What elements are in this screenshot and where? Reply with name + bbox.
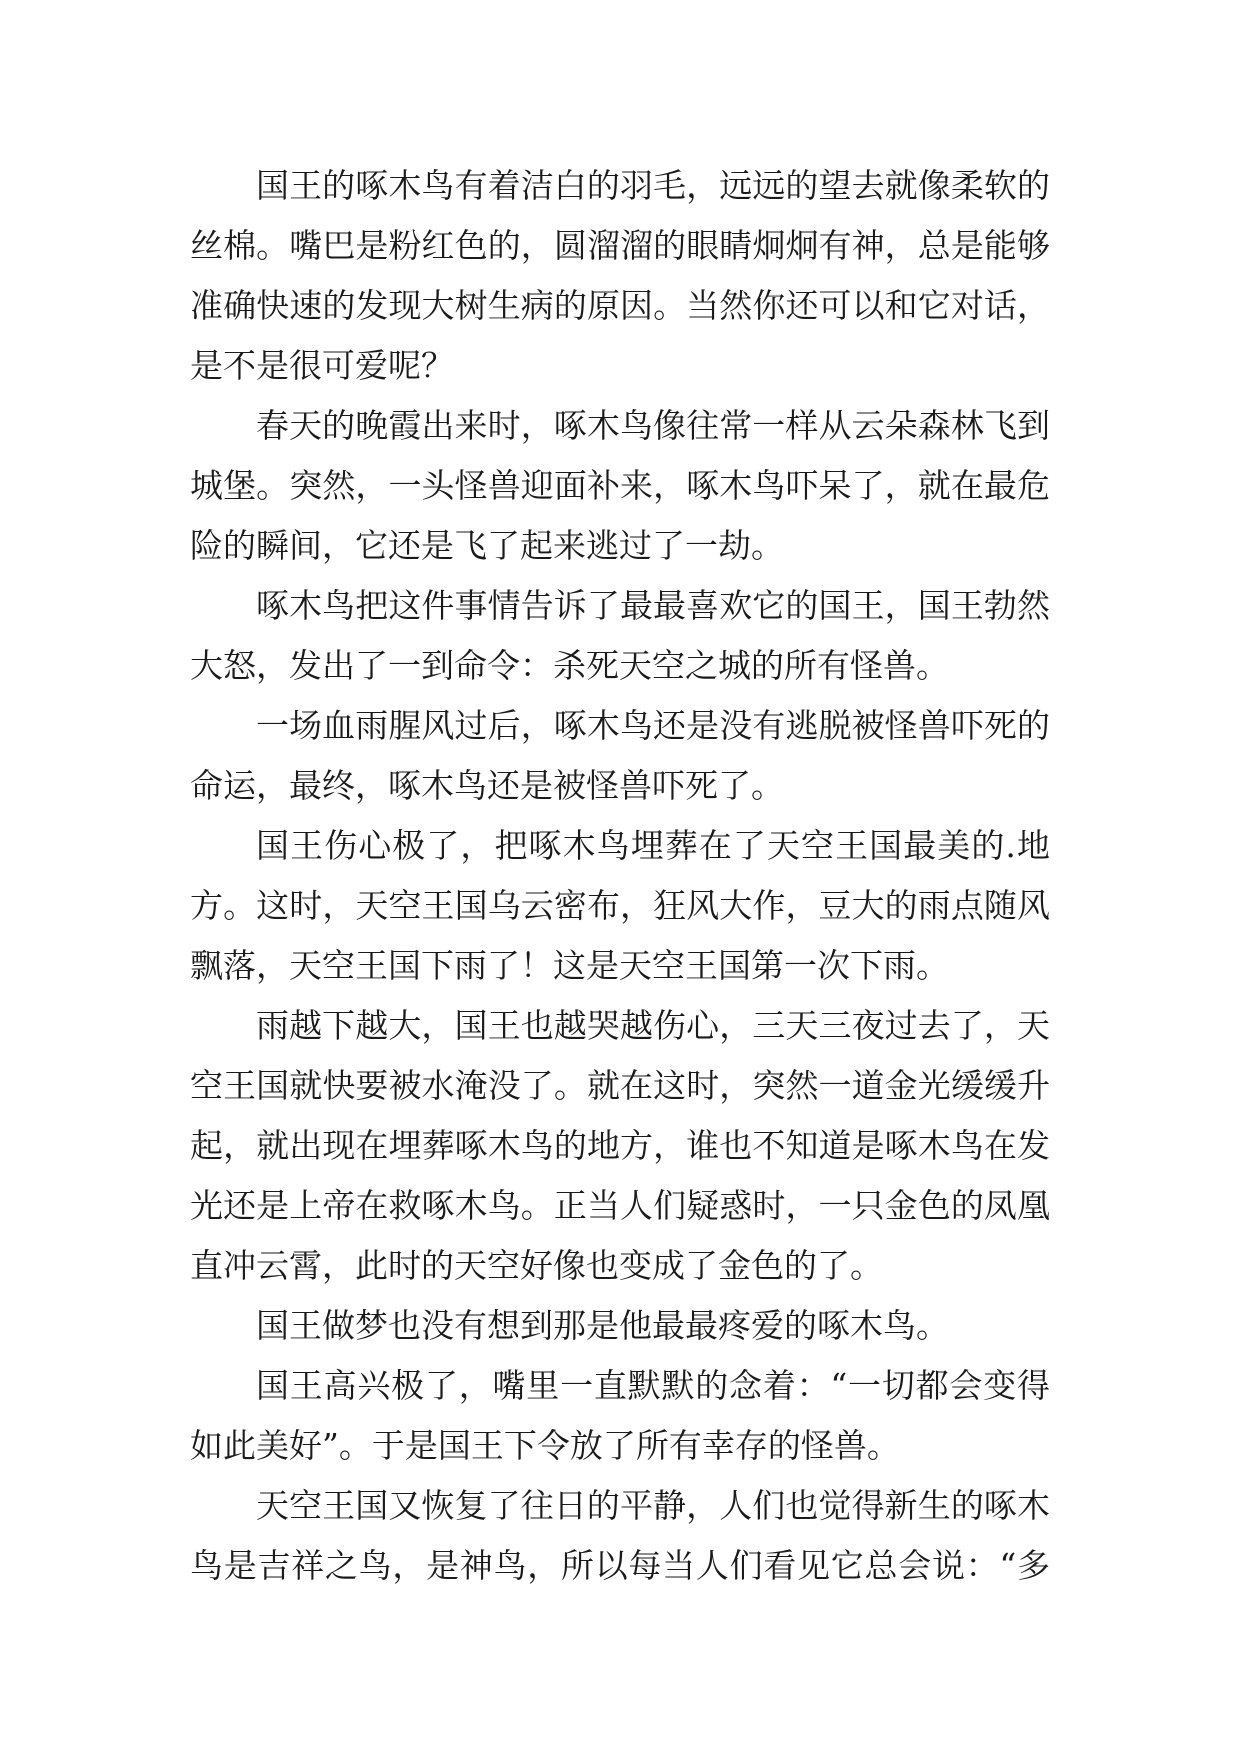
text-line: 鸟是吉祥之鸟，是神鸟，所以每当人们看见它总会说：“多 [190, 1546, 1050, 1585]
text-line: 是不是很可爱呢？ [190, 346, 454, 385]
text-line: 雨越下越大，国王也越哭越伤心，三天三夜过去了，天 [256, 1006, 1050, 1045]
text-line: 天空王国又恢复了往日的平静，人们也觉得新生的啄木 [256, 1486, 1050, 1525]
text-line: 春天的晚霞出来时，啄木鸟像往常一样从云朵森林飞到 [256, 406, 1050, 445]
text-line: 一场血雨腥风过后，啄木鸟还是没有逃脱被怪兽吓死的 [256, 706, 1050, 745]
text-line: 丝棉。嘴巴是粉红色的，圆溜溜的眼睛炯炯有神，总是能够 [190, 226, 1050, 265]
text-line: 国王的啄木鸟有着洁白的羽毛，远远的望去就像柔软的 [256, 166, 1050, 205]
text-line: 国王伤心极了，把啄木鸟埋葬在了天空王国最美的.地 [256, 826, 1050, 865]
text-line: 国王高兴极了，嘴里一直默默的念着：“一切都会变得 [256, 1366, 1050, 1405]
text-line: 如此美好”。于是国王下令放了所有幸存的怪兽。 [190, 1426, 900, 1465]
text-line: 命运，最终，啄木鸟还是被怪兽吓死了。 [190, 766, 784, 805]
text-line: 城堡。突然，一头怪兽迎面补来，啄木鸟吓呆了，就在最危 [190, 466, 1050, 505]
text-line: 飘落，天空王国下雨了！这是天空王国第一次下雨。 [190, 946, 949, 985]
text-line: 准确快速的发现大树生病的原因。当然你还可以和它对话， [190, 286, 1050, 325]
text-line: 方。这时，天空王国乌云密布，狂风大作，豆大的雨点随风 [190, 886, 1050, 925]
text-line: 起，就出现在埋葬啄木鸟的地方，谁也不知道是啄木鸟在发 [190, 1126, 1050, 1165]
text-line: 险的瞬间，它还是飞了起来逃过了一劫。 [190, 526, 784, 565]
text-line: 直冲云霄，此时的天空好像也变成了金色的了。 [190, 1246, 883, 1285]
text-line: 空王国就快要被水淹没了。就在这时，突然一道金光缓缓升 [190, 1066, 1050, 1105]
story-text [190, 156, 1050, 1596]
text-line: 大怒，发出了一到命令：杀死天空之城的所有怪兽。 [190, 646, 949, 685]
text-line: 光还是上帝在救啄木鸟。正当人们疑惑时，一只金色的凤凰 [190, 1186, 1050, 1225]
text-line: 国王做梦也没有想到那是他最最疼爱的啄木鸟。 [256, 1306, 949, 1345]
text-line: 啄木鸟把这件事情告诉了最最喜欢它的国王，国王勃然 [256, 586, 1050, 625]
